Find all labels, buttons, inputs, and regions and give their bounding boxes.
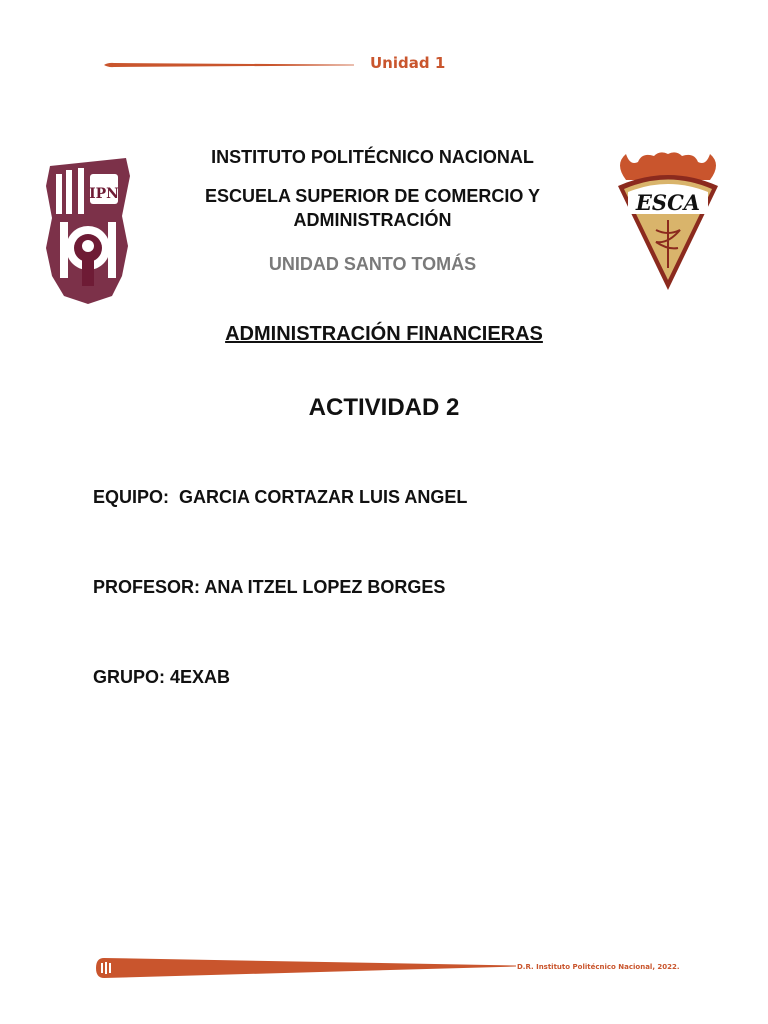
school-name-line1: ESCUELA SUPERIOR DE COMERCIO Y bbox=[204, 186, 541, 206]
school-name bbox=[150, 184, 595, 232]
footer-divider bbox=[96, 956, 516, 980]
team-field: EQUIPO: GARCIA CORTAZAR LUIS ANGEL bbox=[93, 487, 468, 507]
footer-copyright: D.R. Instituto Politécnico Nacional, 2022. bbox=[517, 963, 680, 971]
group-field: GRUPO: 4EXAB bbox=[93, 667, 231, 687]
school-name-line2: ADMINISTRACIÓN bbox=[293, 210, 452, 230]
campus-name: UNIDAD SANTO TOMÁS bbox=[268, 254, 477, 274]
subject-title: ADMINISTRACIÓN FINANCIERAS bbox=[225, 323, 543, 345]
esca-logo-letters: ESCA bbox=[635, 190, 701, 215]
header-divider bbox=[104, 62, 354, 68]
activity-title: ACTIVIDAD 2 bbox=[308, 394, 460, 421]
unit-label: Unidad 1 bbox=[370, 54, 446, 72]
ipn-logo-icon bbox=[42, 156, 134, 304]
institution-name: INSTITUTO POLITÉCNICO NACIONAL bbox=[211, 147, 534, 167]
footer-seal-icon bbox=[101, 962, 111, 974]
ipn-logo-letters: IPN bbox=[89, 186, 119, 202]
professor-field: PROFESOR: ANA ITZEL LOPEZ BORGES bbox=[93, 577, 446, 597]
esca-logo-icon bbox=[612, 150, 724, 292]
